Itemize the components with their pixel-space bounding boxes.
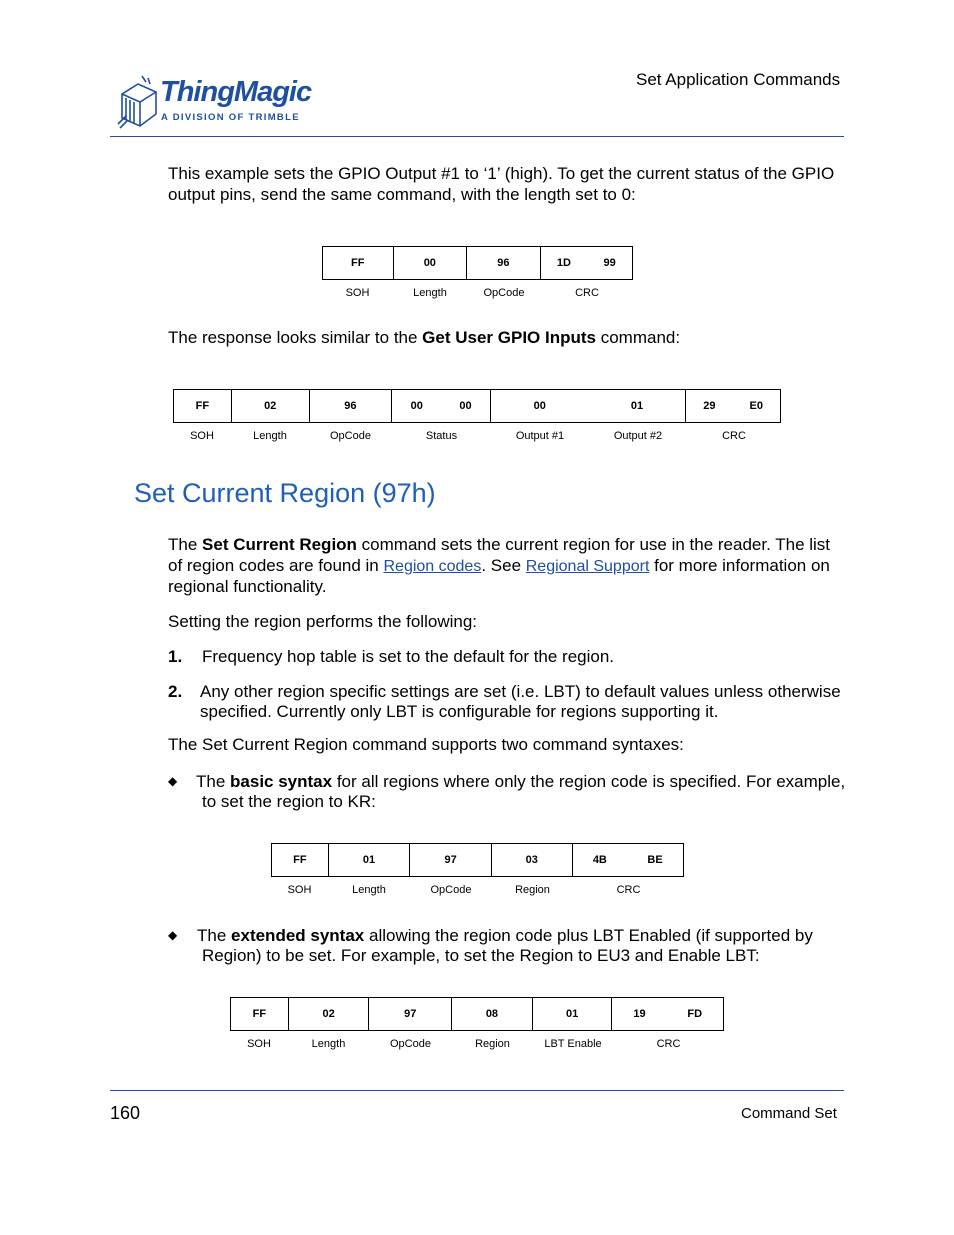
header-section-title: Set Application Commands xyxy=(636,70,841,89)
list-number: 2. xyxy=(168,682,183,701)
list-item: Any other region specific settings are set (i.e. LBT) to default values unless otherwise specified. Currently only LBT is configurable for regions supporting it. xyxy=(200,682,841,721)
list-item: Frequency hop table is set to the default for the region. xyxy=(202,647,615,666)
field-label: Length xyxy=(311,1038,346,1050)
packet-cell: 96 xyxy=(310,390,393,422)
field-label: SOH xyxy=(190,430,214,442)
diamond-bullet-icon: ◆ xyxy=(168,774,178,788)
packet-cell: 00 xyxy=(394,247,468,279)
section-intro-paragraph: The Set Current Region command sets the current region for use in the reader. The list of region codes are found in Region codes. See Regional Support for more information on regional functionality. xyxy=(168,535,831,596)
field-label: OpCode xyxy=(430,884,472,896)
diamond-bullet-icon: ◆ xyxy=(168,928,178,942)
packet-cell: 02 xyxy=(289,998,370,1030)
packet-extended-syntax-labels xyxy=(230,1038,724,1050)
response-paragraph: The response looks similar to the Get User GPIO Inputs command: xyxy=(168,328,681,347)
field-label: LBT Enable xyxy=(544,1038,602,1050)
packet-gpio-response xyxy=(173,389,781,423)
packet-cell: 97 xyxy=(410,844,492,876)
intro-paragraph: This example sets the GPIO Output #1 to ‘1’ (high). To get the current status of the GPIO output pins, send the same command, with the length set to 0: xyxy=(168,164,835,204)
packet-cell: 1D 99 xyxy=(556,257,616,269)
field-label: Length xyxy=(253,430,287,442)
thingmagic-logo xyxy=(116,72,316,132)
field-label: SOH xyxy=(345,287,370,299)
field-label: CRC xyxy=(616,884,641,896)
field-label: CRC xyxy=(722,430,746,442)
packet-cell: 19 FD xyxy=(633,1008,703,1020)
packet-cell: FF xyxy=(323,247,394,279)
packet-cell: 4B BE xyxy=(592,854,663,866)
field-label: Status xyxy=(425,430,458,442)
packet-cell: 97 xyxy=(369,998,452,1030)
list-number: 1. xyxy=(168,647,183,666)
syntaxes-intro: The Set Current Region command supports two command syntaxes: xyxy=(168,735,684,754)
packet-cell: 08 xyxy=(452,998,533,1030)
packet-cell: FF xyxy=(174,390,232,422)
extended-syntax-bullet: The extended syntax allowing the region code plus LBT Enabled (if supported by Region) to be set. For example, to set the Region to EU3 and Enable LBT: xyxy=(197,926,813,965)
packet-extended-syntax xyxy=(230,997,724,1031)
packet-cell: 01 xyxy=(533,998,613,1030)
packet-cell: FF xyxy=(272,844,329,876)
field-label: Output #1 xyxy=(515,430,565,442)
field-label: OpCode xyxy=(330,430,371,442)
field-label: CRC xyxy=(575,287,599,299)
field-label: Length xyxy=(352,884,386,896)
packet-basic-syntax xyxy=(271,843,684,877)
packet-gpio-set xyxy=(322,246,633,280)
logo-tagline: A DIVISION OF TRIMBLE xyxy=(161,112,300,123)
logo-mark-icon xyxy=(116,74,160,130)
packet-cell: FF xyxy=(231,998,289,1030)
packet-cell: 96 xyxy=(467,247,541,279)
region-codes-link[interactable]: Region codes xyxy=(383,557,482,575)
footer-chapter-title: Command Set xyxy=(741,1105,837,1122)
logo-wordmark: ThingMagic xyxy=(160,76,312,108)
packet-cell: 00 xyxy=(533,400,546,412)
region-effects-intro: Setting the region performs the following: xyxy=(168,612,478,631)
footer-rule xyxy=(110,1090,844,1091)
field-label: Output #2 xyxy=(613,430,663,442)
field-label: Region xyxy=(515,884,550,896)
field-label: Region xyxy=(475,1038,510,1050)
field-label: CRC xyxy=(656,1038,681,1050)
packet-cell: 29 E0 xyxy=(703,400,763,412)
packet-cell: 00 00 xyxy=(392,390,491,422)
packet-cell: 01 xyxy=(329,844,411,876)
packet-cell: 01 xyxy=(589,390,687,422)
packet-gpio-set-labels xyxy=(322,287,633,299)
regional-support-link[interactable]: Regional Support xyxy=(525,557,650,575)
header-rule xyxy=(110,136,844,137)
field-label: OpCode xyxy=(483,287,525,299)
packet-cell: 03 xyxy=(492,844,573,876)
page-number: 160 xyxy=(110,1103,141,1123)
packet-gpio-response-labels xyxy=(173,430,781,442)
field-label: OpCode xyxy=(390,1038,431,1050)
basic-syntax-bullet: The basic syntax for all regions where only the region code is specified. For example, to set the region to KR: xyxy=(196,772,846,811)
field-label: SOH xyxy=(287,884,312,896)
section-heading: Set Current Region (97h) xyxy=(134,478,436,508)
packet-cell: 02 xyxy=(232,390,310,422)
field-label: SOH xyxy=(247,1038,271,1050)
packet-basic-syntax-labels xyxy=(271,884,684,896)
field-label: Length xyxy=(413,287,447,299)
